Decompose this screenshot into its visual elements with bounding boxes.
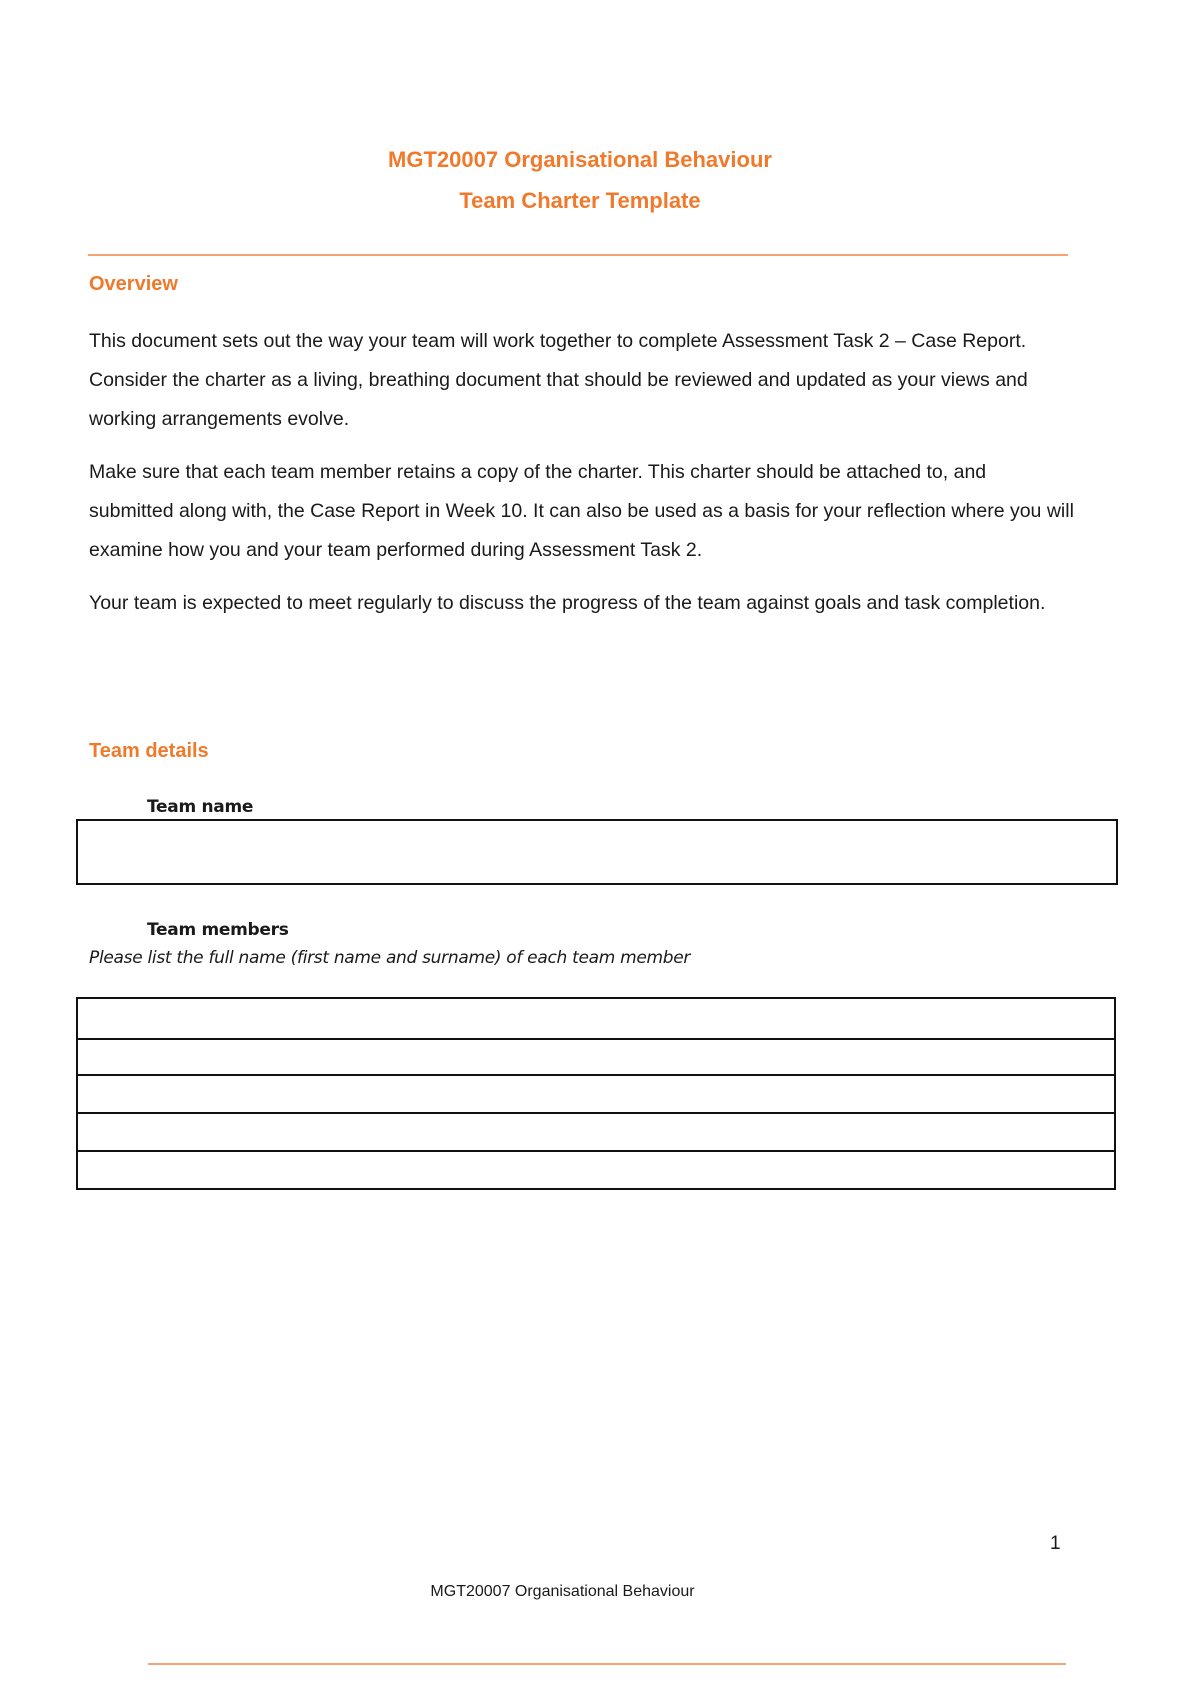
table-row	[77, 1039, 1115, 1075]
table-cell	[77, 1039, 1115, 1075]
team-member-field[interactable]	[78, 1152, 1114, 1188]
team-members-label: Team members	[147, 920, 289, 940]
team-member-field[interactable]	[78, 1076, 1114, 1112]
page-number: 1	[1050, 1533, 1061, 1554]
team-member-field[interactable]	[78, 999, 1114, 1038]
table-cell	[77, 1075, 1115, 1113]
team-name-label: Team name	[147, 797, 254, 817]
overview-paragraph: Your team is expected to meet regularly to discuss the progress of the team against goals and task completion.	[89, 592, 1046, 614]
overview-heading: Overview	[89, 273, 178, 295]
overview-paragraph: Make sure that each team member retains a copy of the charter. This charter should be attached to, and submitted along with, the Case Report in Week 10. It can also be used as a basis for your reflection where you will examine how you and your team performed during Assessment Task 2.	[89, 461, 1074, 561]
document-subtitle: Team Charter Template	[459, 188, 701, 213]
table-row	[77, 998, 1115, 1039]
table-row	[77, 1075, 1115, 1113]
overview-paragraph: This document sets out the way your team will work together to complete Assessment Task 2 – Case Report. Consider the charter as a living, breathing document that should be reviewed and updated as your views and working arrangements evolve.	[89, 330, 1028, 430]
team-members-hint: Please list the full name (first name and surname) of each team member	[89, 948, 691, 968]
table-cell	[77, 998, 1115, 1039]
team-name-field[interactable]	[76, 819, 1118, 885]
table-cell	[77, 1151, 1115, 1189]
table-row	[77, 1151, 1115, 1189]
team-member-field[interactable]	[78, 1114, 1114, 1150]
table-cell	[77, 1113, 1115, 1151]
team-members-table	[76, 997, 1116, 1190]
footer-text: MGT20007 Organisational Behaviour	[430, 1583, 695, 1600]
team-details-heading: Team details	[89, 740, 209, 762]
footer-divider	[148, 1663, 1066, 1665]
table-row	[77, 1113, 1115, 1151]
header-divider	[88, 254, 1068, 256]
document-title: MGT20007 Organisational Behaviour	[388, 147, 772, 172]
team-member-field[interactable]	[78, 1040, 1114, 1074]
